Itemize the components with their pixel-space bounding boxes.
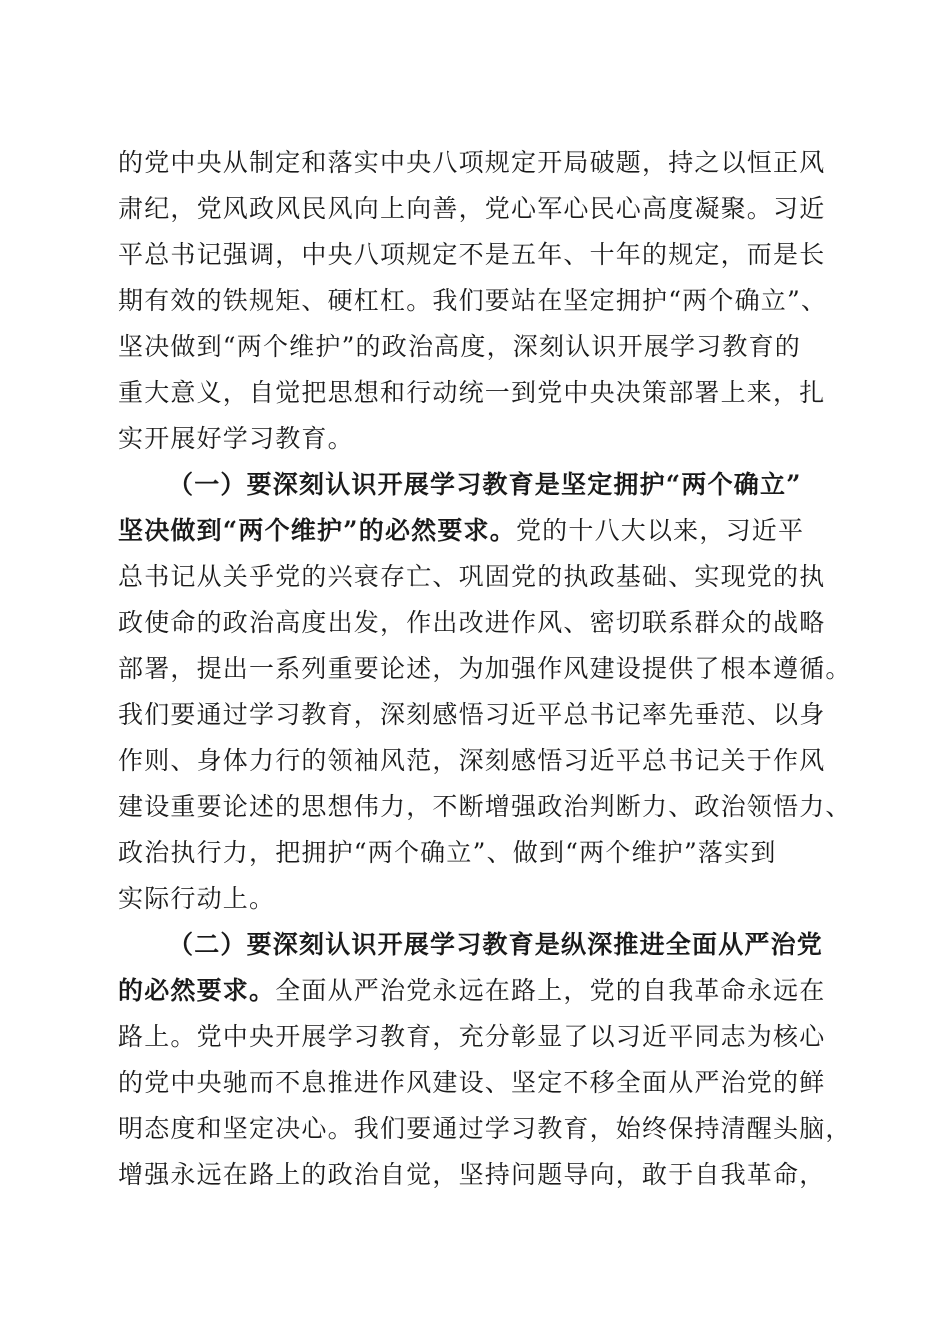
body-text: 政使命的政治高度出发，作出改进作风、密切联系群众的战略 <box>118 608 826 637</box>
body-text: 期有效的铁规矩、硬杠杠。我们要站在坚定拥护“两个确立”、 <box>118 286 828 315</box>
text-line <box>118 968 838 1014</box>
body-text: 作则、身体力行的领袖风范，深刻感悟习近平总书记关于作风 <box>118 746 826 775</box>
body-text: 全面从严治党永远在路上，党的自我革命永远在 <box>275 976 826 1005</box>
bold-heading-text: 坚决做到“两个维护”的必然要求。 <box>118 516 516 545</box>
text-line <box>118 784 852 830</box>
body-text: 肃纪，党风政风民风向上向善，党心军心民心高度凝聚。习近 <box>118 194 826 223</box>
text-line <box>118 600 838 646</box>
text-line <box>118 232 838 278</box>
body-text: 建设重要论述的思想伟力，不断增强政治判断力、政治领悟力、 <box>118 792 852 821</box>
text-line <box>118 1014 838 1060</box>
text-line <box>118 324 838 370</box>
document-body <box>118 140 852 1198</box>
body-text: 实开展好学习教育。 <box>118 424 354 453</box>
text-line <box>118 1060 838 1106</box>
text-line <box>118 876 838 922</box>
text-line <box>118 370 838 416</box>
body-text: 总书记从关乎党的兴衰存亡、巩固党的执政基础、实现党的执 <box>118 562 826 591</box>
bold-heading-text: （二）要深刻认识开展学习教育是纵深推进全面从严治党 <box>168 930 824 959</box>
body-text: 明态度和坚定决心。我们要通过学习教育，始终保持清醒头脑， <box>118 1114 852 1143</box>
text-line <box>118 830 838 876</box>
text-line <box>118 1152 838 1198</box>
text-line <box>118 462 838 508</box>
body-text: 的党中央从制定和落实中央八项规定开局破题，持之以恒正风 <box>118 148 826 177</box>
body-text: 重大意义，自觉把思想和行动统一到党中央决策部署上来，扎 <box>118 378 826 407</box>
body-text: 我们要通过学习教育，深刻感悟习近平总书记率先垂范、以身 <box>118 700 826 729</box>
body-text: 政治执行力，把拥护“两个确立”、做到“两个维护”落实到 <box>118 838 777 867</box>
text-line <box>118 646 852 692</box>
text-line <box>118 278 838 324</box>
text-line <box>118 1106 852 1152</box>
text-line <box>118 508 838 554</box>
text-line <box>118 186 838 232</box>
body-text: 部署，提出一系列重要论述，为加强作风建设提供了根本遵循。 <box>118 654 852 683</box>
body-text: 坚决做到“两个维护”的政治高度，深刻认识开展学习教育的 <box>118 332 801 361</box>
bold-heading-text: 的必然要求。 <box>118 976 276 1005</box>
text-line <box>118 692 838 738</box>
body-text: 增强永远在路上的政治自觉，坚持问题导向，敢于自我革命， <box>118 1160 826 1189</box>
bold-heading-text: （一）要深刻认识开展学习教育是坚定拥护“两个确立” <box>168 470 802 499</box>
text-line <box>118 922 838 968</box>
text-line <box>118 416 838 462</box>
text-line <box>118 140 838 186</box>
text-line <box>118 738 838 784</box>
body-text: 的党中央驰而不息推进作风建设、坚定不移全面从严治党的鲜 <box>118 1068 826 1097</box>
body-text: 平总书记强调，中央八项规定不是五年、十年的规定，而是长 <box>118 240 826 269</box>
body-text: 路上。党中央开展学习教育，充分彰显了以习近平同志为核心 <box>118 1022 826 1051</box>
body-text: 实际行动上。 <box>118 884 276 913</box>
text-line <box>118 554 838 600</box>
body-text: 党的十八大以来，习近平 <box>515 516 805 545</box>
